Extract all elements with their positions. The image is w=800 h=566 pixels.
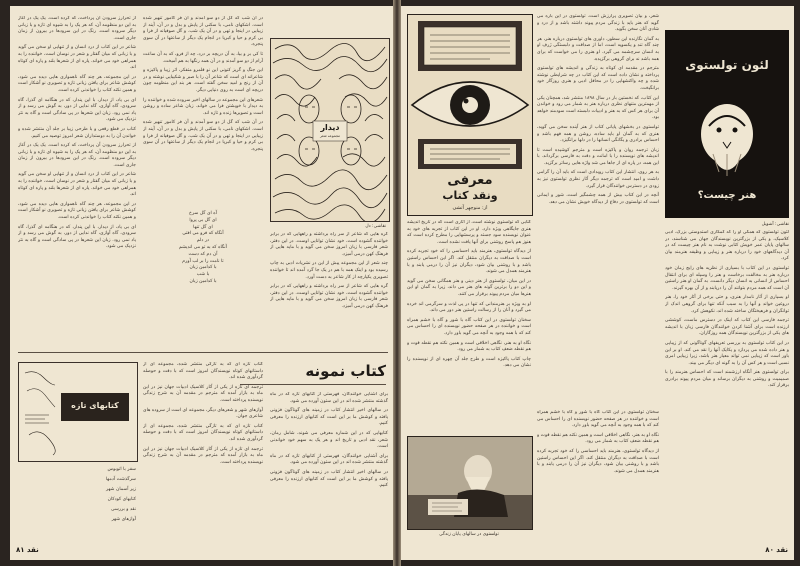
illustration-faces [270,38,390,222]
paragraph: در سالهای اخیر انتشار کتاب در زمینه های گوناگون فزونی یافته و کوشش ما بر این است که کتابهای ارزنده را معرفی کنیم. [270,408,388,427]
paragraph: نگاه او به هنر، نگاهی اخلاقی است و همین نکته هم نقطه قوت و هم نقطه ضعف کتاب به شمار می رود. [537,432,659,445]
paragraph: تولستوی در این کتاب با بسیاری از نظریه های رایج زمان خود درباره هنر به مخالفت برخاست و هنر را وسیله ای برای انتقال احساس از انسانی به انسان دیگر دانست. به گمان او هنر راستین آن است که همه مردم بتوانند آن را دریابند و از آن بهره گیرند. [665,265,789,291]
paragraph: برای آشنایی خوانندگان، فهرستی از کتابهای تازه که در ماه گذشته منتشر شده اند در این ستون آورده می شود. [270,392,388,404]
paragraph: در این کتاب تولستوی به بررسی تعریفهای گوناگونی که از زیبایی و هنر داده شده می پردازد و یکایک آنها را نقد می کند. او بر این باور است که زیبایی نمی تواند معیار هنر باشد، زیرا زیبایی امری نسبی است و هر کس آن را به گونه ای دیگر می بیند. [665,340,789,366]
section-byline: از: منوچهر آتشی [452,205,488,211]
paragraph: ای بی یاد، از دیدار، با این پندار، که در هنگامه ای گذرا، گاه سرودی، گاه آوازی، گاه ندایی از دور، به گوش می رسد و از یاد نمی رود. زبان این شعرها در پی سادگی است و گاه به نثر نزدیک می شود. [18,97,136,123]
paragraph: از تحرارز سرودن آن پرداخت، که کرده است. یک یک در آغاز به این دو منظومه آن، که هر یک را به شیوه ای تازه و با زبانی دیگر سروده است. رنگ در این سرودها در بیرون از زمان جاری است. [18,16,136,41]
book-list [18,466,136,552]
left-top-text-left [18,16,136,344]
paragraph: آوازهای شهر و شعرهای دیگر، مجموعه ای است از سروده های شاعری جوان. [143,407,263,420]
page-word: نقد [26,546,39,554]
left-footer [16,546,39,554]
tolstoy-photo [407,436,533,530]
paragraph: چند شعر از این مجموعه پیش از این در نشریات ادبی به چاپ رسیده بود و اینک همه با هم در یک جا گرد آمده اند تا خواننده تصویری یکپارچه از کار شاعر به دست آورد. [270,261,388,280]
paragraph: لئون تولستوی که همگی او را که گمکاری استدوستی بزرگ، ادبی کلاسیک، و یکی از بزرگترین نویسندگان جهان می شناسند، در سالهای پایان عمر خویش کتابی نوشت به نام هنر چیست که در آن دیدگاههای خود را درباره هنر و زیبایی و وظیفه هنرمند بیان کرد. [665,230,789,262]
poem-line: با شب [196,272,210,278]
illustration-title: دیدار [320,123,340,132]
paragraph: از تحرارز سرودن آن پرداخت، که کرده است. یک یک در آغاز به این دو منظومه آن، که هر یک را به شیوه ای تازه و با زبانی دیگر سروده است. رنگ در این سرودها در بیرون از زمان جاری است. [18,143,136,168]
paragraph: شاعر در این کتاب از درد انسان و از تنهایی او سخن می گوید و با زبانی که میان گفتار و شعر در نوسان است، خواننده را به همراهی خود می خواند. پاره ای از شعرها بلند و پاره ای کوتاه اند. [18,45,136,71]
list-item: آوازهای شهر [111,517,136,522]
paragraph: شاعر در این کتاب از درد انسان و از تنهایی او سخن می گوید و با زبانی که میان گفتار و شعر در نوسان است، خواننده را به همراهی خود می خواند. پاره ای از شعرها بلند و پاره ای کوتاه اند. [18,172,136,198]
page-number: ۸۱ [16,546,25,554]
section-title-line1: معرفی [447,173,493,188]
paragraph: او بسیاری از آثار نامدار هنری، و حتی برخی از آثار خود را، هنر دروغین خواند و آنها را به سبب آنکه تنها برای گروهی اندک از توانگران و فرهیختگان ساخته شده اند، نکوهش کرد. [665,295,789,314]
section-title-artwork [407,14,533,216]
list-item: نقد و بررسی [111,507,136,512]
paragraph: ترجمه فارسی این کتاب که اینک در دسترس ماست، کوششی ارزنده است برای آشنا کردن خوانندگان فارسی زبان با اندیشه های یکی از بزرگترین نویسندگان همه روزگاران. [665,318,789,337]
page-number: ۸۰ [765,546,774,554]
paragraph: او به ویژه بر هنرمندانی که تنها در پی لذت و سرگرمی اند خرده می گیرد و آنان را از رسالت راستین هنر دور می داند. [407,301,531,314]
paragraph: گره هایی که شاعر از سر راه برداشته و راههایی که در برابر خواننده گشوده است، خود نشان توانایی اوست. در این دفتر، شعر فارسی با زبان امروز سخن می گوید و با مایه هایی از فرهنگ کهن درمی آمیزد. [270,232,388,257]
poem [143,211,263,341]
poem-line: ای گل بی پروا [189,217,217,223]
paragraph: آنچه در این کتاب بیش از همه چشمگیر است، شور و ایمانی است که تولستوی در دفاع از دیدگاه خویش نشان می دهد. [537,193,659,205]
poem-line: با کدامین زبان [189,278,217,284]
list-item: کتابهای کودکان [107,497,136,502]
paragraph: نگاه او به هنر، نگاهی اخلاقی است و همین نکته هم نقطه قوت و هم نقطه ضعف کتاب به شمار می رود. [407,340,531,353]
paragraph: گره هایی که شاعر از سر راه برداشته و راههایی که در برابر خواننده گشوده است، خود نشان توانایی اوست. در این دفتر، شعر فارسی با زبان امروز سخن می گوید و با مایه هایی از فرهنگ کهن درمی آمیزد. [270,284,388,309]
page-word: نقد [776,546,788,554]
poem-line: آن دم که دست [188,251,218,257]
poem-line: ای گل تنها [193,224,213,230]
paragraph: سخنان تولستوی در این کتاب گاه با شور و گاه با خشم همراه است و خواننده در هر صفحه حضور نویسنده ای را احساس می کند که با همه وجود به آنچه می گوید باور دارد. [537,410,659,429]
paragraph: ترجمه ای تازه از یکی از آثار کلاسیک ادبیات جهان نیز در این ماه به بازار آمده که مترجم در مقدمه آن به شرح زندگی نویسنده پرداخته است. [143,446,263,465]
main-heading: کتاب نمونه [305,362,386,380]
paragraph: به هر روی، انتشار این کتاب رویدادی است که باید آن را گرامی داشت و امید است که ترجمه دیگر آثار نظری تولستوی نیز به زودی در دسترس خوانندگان قرار گیرد. [537,170,659,189]
paragraph: در این مجموعه، هر چند گاه ناهمواری هایی دیده می شود، کوشش شاعر برای یافتن زبانی تازه و تصویری نو آشکار است و همین نکته کتاب را خواندنی کرده است. [18,74,136,93]
poem-line: آنگاه که فرو می افتی [182,231,224,237]
right-text-lower-middle [537,410,659,552]
list-item: سرگذشت آدمها [105,477,136,482]
book-cover [665,30,789,218]
paragraph: در این میان، تولستوی از هنر دینی و هنر همگانی سخن می گوید و این دو را برترین گونه های هنر می داند، زیرا به گمان او این هنرها میان مردم پیوند برقرار می کنند. [407,278,531,297]
author-name: لئون تولستوی [685,58,769,72]
paragraph: شعر، و بیان تصویری پرارزش است. تولستوی در این باره می گوید که هنر باید با زندگی مردم پیوند داشته باشد و از درد و شادی آنان سخن بگوید. [537,14,659,33]
poem-line: در دلم [196,238,210,244]
right-text-left [407,220,531,430]
paragraph: کتاب در قطع رقعی و با طرحی زیبا بر جلد آن منتشر شده و خواندن آن را به دوستداران شعر امروز توصیه می کنیم. [18,126,136,139]
paragraph: این کتاب، که نخستین بار در سال ۱۸۹۸ منتشر شد، همچنان یکی از مهمترین متنهای نظری درباره هنر به شمار می رود و خواندن آن برای هر کس که به هنر و ادبیات دلبسته است سودمند خواهد بود. [537,95,659,121]
left-page [10,6,393,560]
paragraph: تولستوی در بخشهای پایانی کتاب از هنر آینده سخن می گوید، هنری که به گمان او باید ساده، روشن و همه فهم باشد و احساس برادری و یگانگی انسانها را در دلها برانگیزد. [537,124,659,144]
paragraph: برای آشنایی خوانندگان، فهرستی از کتابهای تازه که در ماه گذشته منتشر شده اند در این ستون آورده می شود. [270,453,388,466]
paragraph: سخنان تولستوی در این کتاب گاه با شور و گاه با خشم همراه است و خواننده در هر صفحه حضور نویسنده ای را احساس می کند که با همه وجود به آنچه می گوید باور دارد. [407,317,531,336]
photo-caption: تولستوی در سالهای پایان زندگی [439,532,499,537]
photo-drawing [408,437,532,529]
illustration-subtitle: مجموعه شعر [319,134,341,138]
paragraph: از دیدگاه تولستوی، هنرمند باید احساسی را که خود تجربه کرده است با صداقت به دیگران منتقل کند. اگر این احساس راستین باشد و با روشنی بیان شود، دیگران نیز آن را درمی یابند و با هنرمند همدل می شوند. [537,448,659,474]
right-footer [765,546,788,554]
left-mid-text-right [270,232,388,344]
left-top-text-middle [143,16,263,206]
paragraph: چاپ کتاب پاکیزه است و طرح جلد آن چهره ای از نویسنده را نشان می دهد. [407,356,531,369]
paragraph: زبان ترجمه روان و پاکیزه است و مترجم کوشیده است تا اندیشه های نویسنده را با امانت و دقت به فارسی برگرداند. با این همه، در پاره ای از جاها می شد واژه هایی رساتر برگزید. [537,147,659,166]
new-books-text-middle [143,362,263,552]
paragraph: برای تولستوی هنر آنگاه ارزشمند است که احساس هنرمند را با صمیمیت و روشنی به دیگران برساند و میان مردم پیوند برادری برقرار کند. [665,370,789,389]
right-page [401,6,794,560]
paragraph: کتاب تازه ای که به تازگی منتشر شده، مجموعه ای از داستانهای کوتاه نویسندگان امروز است که با دقت و حوصله گردآوری شده اند. [143,362,263,381]
list-item: زیر آسمان شهر [105,487,136,492]
new-books-text-right [270,392,388,552]
paragraph: در آن شب که گل از دو سو آمدند و آن فر کامور تنهیر شده است. اشکهای نامی، با سکنی از پایش و بدل و در آن، آینه از زیبایی در اینجا و تهی و در آن یک شب. و گل صوفیانه از فرا و بی کرم و حیا و کبریا در انجام یک دیگر از ساعتها در آن سوی پنجره. [143,120,263,152]
cover-caption: نقاشی: آشوبل [761,222,789,227]
paragraph: کتاب تازه ای که به تازگی منتشر شده، مجموعه ای از داستانهای کوتاه نویسندگان امروز است که با دقت و حوصله گردآوری شده اند. [143,423,263,442]
paragraph: به گمان نگارنده این سطور، داوری های تولستوی درباره هنر، هر چند گاه تند و یکسویه است، اما از صداقت و دلبستگی ژرف او به انسان سرچشمه می گیرد. او هنری را می خواست که برای همه باشد نه برای گروهی برگزیده. [537,36,659,62]
illustration-caption: نقاشی: دل [365,224,386,229]
poem-line: با کدامین زبان [189,265,217,271]
paragraph: در این مجموعه، هر چند گاه ناهمواری هایی دیده می شود، کوشش شاعر برای یافتن زبانی تازه و تصویری نو آشکار است و همین نکته کتاب را خواندنی کرده است. [18,201,136,221]
book-title: هنر چیست؟ [697,190,757,201]
paragraph: ترجمه ای تازه از یکی از آثار کلاسیک ادبیات جهان نیز در این ماه به بازار آمده که مترجم در مقدمه آن به شرح زندگی نویسنده پرداخته است. [143,384,263,403]
section-title-line2: ونقد کتاب [442,189,498,202]
paragraph: ای بی یاد، از دیدار، با این پندار، که در هنگامه ای گذرا، گاه سرودی، گاه آوازی، گاه ندایی از دور، به گوش می رسد و از یاد نمی رود. زبان این شعرها در پی سادگی است و گاه به نثر نزدیک می شود. [18,224,136,250]
paragraph: این جنگ و گریز کنونی این نو قلمرو متفکر، اثر زیبا و پاکیزه و شاعرانه ای است که شاعر آن را با صبر و شکیبایی نوشته و در آن از رنج و امید سخن گفته است. هر بند این منظومه چون دریچه ای است به روی دنیایی دیگر. [143,68,263,93]
paragraph: شعرهای این مجموعه در سالهای اخیر سروده شده و خواننده را به دیدار با خویشتن فرا می خواند. زبان شاعر ساده و روشن است و تصویرها زنده و تازه اند. [143,97,263,116]
paragraph: از دیدگاه تولستوی، هنرمند باید احساسی را که خود تجربه کرده است با صداقت به دیگران منتقل کند. اگر این احساس راستین باشد و با روشنی بیان شود، دیگران نیز آن را درمی یابند و با هنرمند همدل می شوند. [407,249,531,275]
spine-gutter [393,0,401,566]
decorative-sketch [19,363,59,461]
poem-line: آه ای گل سرخ [189,211,217,216]
paragraph: تا کی بر و بیا، به آن دریچه بر درد، چه از فرو، که به آن ساعت آرام از دو سو آمدند و در آن همه رنگها به هم آمیخت. [143,51,263,64]
paragraph: در سالهای اخیر انتشار کتاب در زمینه های گوناگون فزونی یافته و کوشش ما بر این است که کتابهای ارزنده را معرفی کنیم. [270,469,388,489]
paragraph: کتابهایی که در این شماره معرفی می شوند، شامل رمان، شعر، نقد ادبی و تاریخ اند و هر یک به سهم خود خواندنی است. [270,430,388,450]
paragraph: مترجم در مقدمه ای کوتاه به زندگی و اندیشه های تولستوی پرداخته و نشان داده است که این کتاب در چه شرایطی نوشته شده و چه واکنشهایی را در محافل ادبی و هنری روزگار خود برانگیخت. [537,66,659,91]
new-books-box [18,362,138,462]
right-text-far-right [665,230,789,552]
section-divider [18,352,388,353]
paragraph: کتابی که تولستوی نوشته است، از آثاری است که در تاریخ اندیشه هنری جایگاهی ویژه دارد. او در این کتاب از تجربه های خود به عنوان نویسنده سود جسته و پرسشهایی را مطرح کرده است که هنوز هم پاسخ روشنی برای آنها یافت نشده است. [407,220,531,245]
poem-line: تا نامت را بر لب آورم [182,258,224,264]
paragraph: در آن شب که گل از دو سو آمدند و آن فر کامور تنهیر شده است. اشکهای نامی، با سکنی از پایش و بدل و در آن، آینه از زیبایی در اینجا و تهی و در آن یک شب. و گل صوفیانه از فرا و بی کرم و حیا و کبریا در انجام یک دیگر از ساعتها در آن سوی پنجره. [143,16,263,48]
new-books-heading: کتابهای تازه [71,401,119,410]
list-item: سفر با اتوبوس [107,467,136,472]
poem-line: آنگاه که به تو می اندیشم [179,244,227,250]
right-text-mid-right [537,14,659,404]
